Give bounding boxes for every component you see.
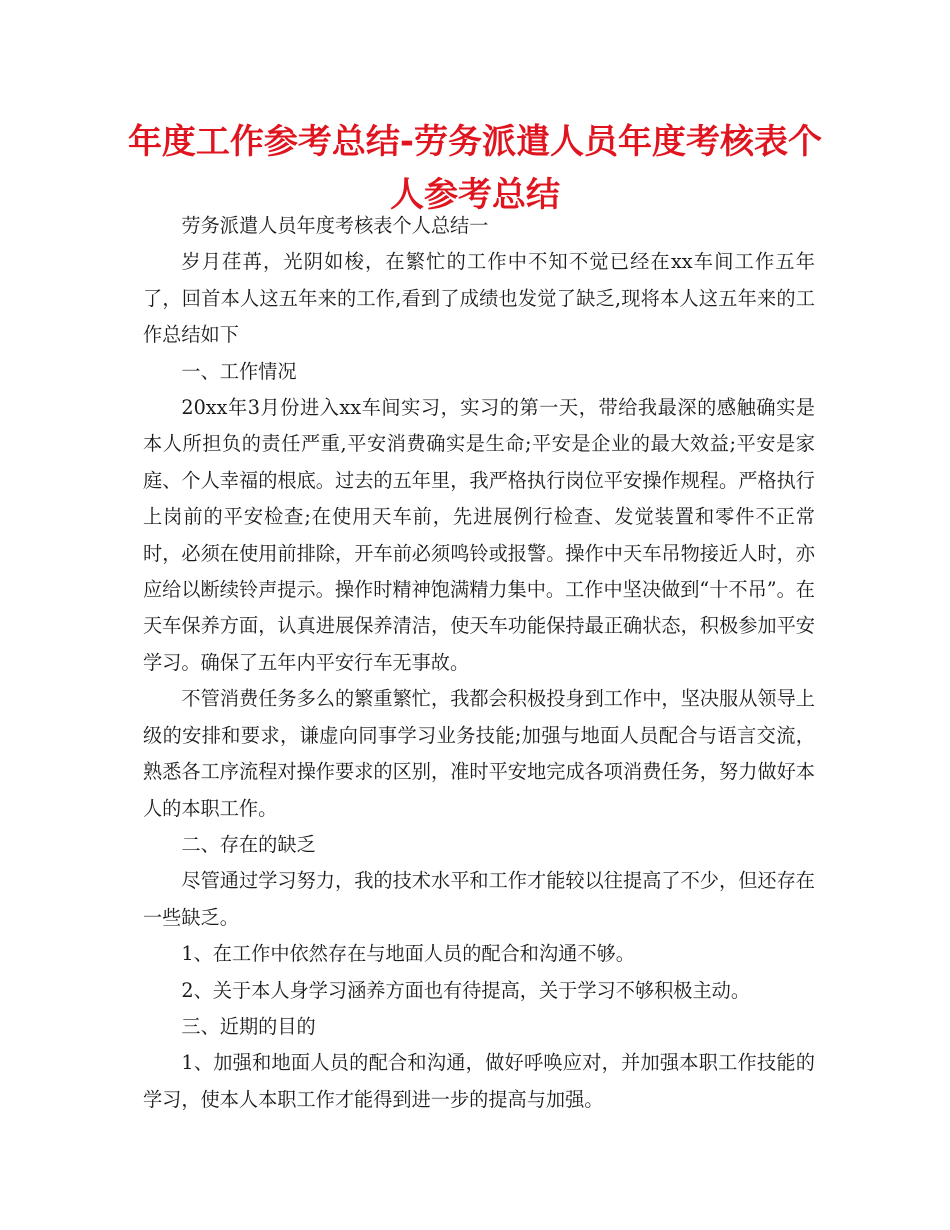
paragraph-subtitle: 劳务派遣人员年度考核表个人总结一 bbox=[181, 214, 489, 237]
list-item-shortcoming-2: 2、关于本人身学习涵养方面也有待提高，关于学习不够积极主动。 bbox=[181, 978, 751, 1002]
paragraph-shortcomings: 尽管通过学习努力，我的技术水平和工作才能较以往提高了不少，但还存在一些缺乏。 bbox=[143, 869, 815, 929]
paragraph-intro: 岁月荏苒，光阴如梭，在繁忙的工作中不知不觉已经在xx车间工作五年了，回首本人这五年来的工作,看到了成绩也发觉了缺乏,现将本人这五年来的工作总结如下 bbox=[143, 250, 815, 347]
list-item-shortcoming-1: 1、在工作中依然存在与地面人员的配合和沟通不够。 bbox=[181, 942, 635, 966]
document-body bbox=[143, 208, 815, 1118]
document-title: 年度工作参考总结-劳务派遣人员年度考核表个人参考总结 bbox=[127, 122, 823, 215]
paragraph-work-status-2: 不管消费任务多么的繁重繁忙，我都会积极投身到工作中，坚决服从领导上级的安排和要求，谦虚向同事学习业务技能;加强与地面人员配合与语言交流，熟悉各工序流程对操作要求的区别，准时平安地完成各项消费任务，努力做好本人的本职工作。 bbox=[143, 687, 815, 820]
section-heading-work-status: 一、工作情况 bbox=[181, 359, 297, 383]
section-heading-goals: 三、近期的目的 bbox=[181, 1014, 316, 1038]
list-item-goal-1: 1、加强和地面人员的配合和沟通，做好呼唤应对，并加强本职工作技能的学习，使本人本职工作才能得到进一步的提高与加强。 bbox=[143, 1051, 815, 1111]
paragraph-work-status-1: 20xx年3月份进入xx车间实习，实习的第一天，带给我最深的感触确实是本人所担负的责任严重,平安消费确实是生命;平安是企业的最大效益;平安是家庭、个人幸福的根底。过去的五年里，我严格执行岗位平安操作规程。严格执行上岗前的平安检查;在使用天车前，先进展例行检查、发觉装置和零件不正常时，必须在使用前排除，开车前必须鸣铃或报警。操作中天车吊物接近人时，亦应给以断续铃声提示。操作时精神饱满精力集中。工作中坚决做到“十不吊”。在天车保养方面，认真进展保养清洁，使天车功能保持最正确状态，积极参加平安学习。确保了五年内平安行车无事故。 bbox=[143, 396, 815, 674]
section-heading-shortcomings: 二、存在的缺乏 bbox=[181, 832, 316, 856]
